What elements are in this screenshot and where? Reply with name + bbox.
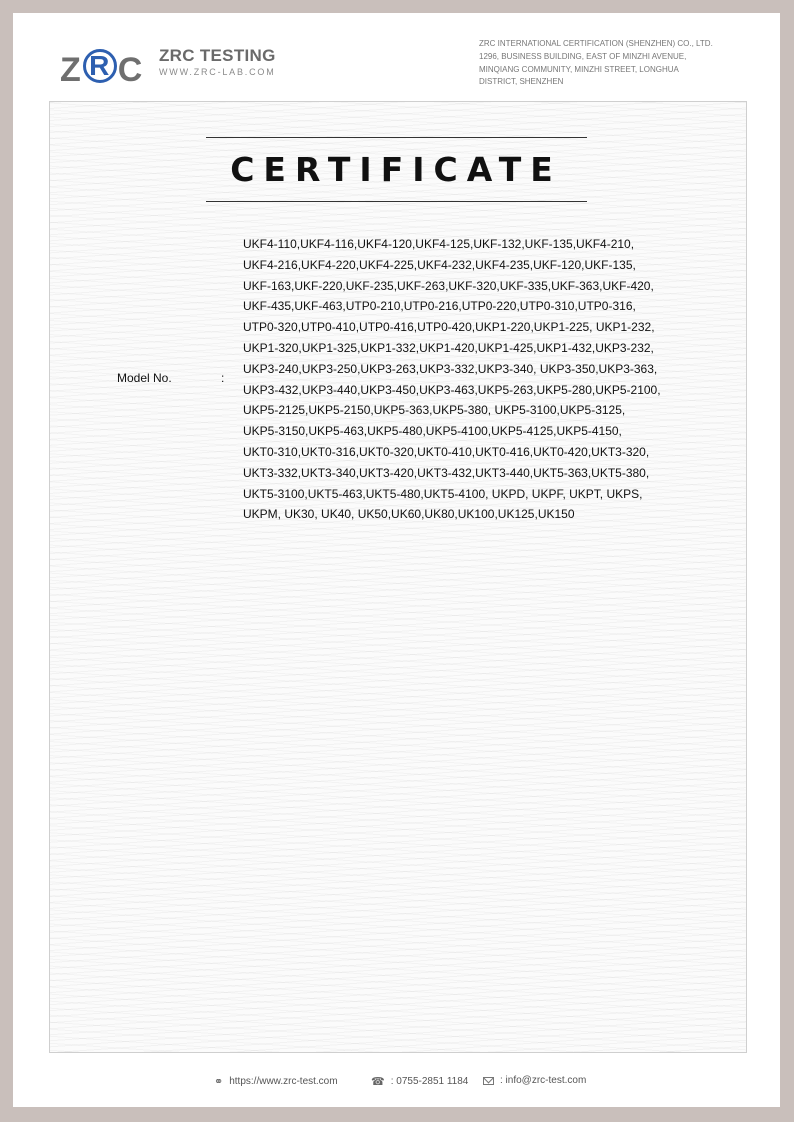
website-link[interactable]: https://www.zrc-test.com [229,1076,338,1087]
certificate-panel [49,101,747,1053]
certificate-page [13,13,780,1107]
model-number-colon: : [221,371,225,385]
footer-contacts [13,1075,780,1091]
email-link[interactable]: : info@zrc-test.com [500,1075,587,1086]
model-line: UKF-163,UKF-220,UKF-235,UKF-263,UKF-320,UKF-335,UKF-363,UKF-420, [243,278,654,293]
model-line: UKF4-216,UKF4-220,UKF4-225,UKF4-232,UKF4-235,UKF-120,UKF-135, [243,257,636,272]
model-line: UKT0-310,UKT0-316,UKT0-320,UKT0-410,UKT0-416,UKT0-420,UKT3-320, [243,444,650,459]
model-number-list [243,234,683,525]
logo-mark-c: C [117,51,144,89]
model-line: UKP3-432,UKP3-440,UKP3-450,UKP3-463,UKP5-263,UKP5-280,UKP5-2100, [243,382,661,397]
phone-number: : 0755-2851 1184 [390,1076,469,1087]
logo-name: ZRC TESTING [159,46,276,65]
footer-phone [371,1075,468,1088]
model-line: UKF4-110,UKF4-116,UKF4-120,UKF4-125,UKF-132,UKF-135,UKF4-210, [243,237,635,251]
logo-mark-z: Z [60,51,82,89]
model-line: UKP1-320,UKP1-325,UKP1-332,UKP1-420,UKP1-425,UKP1-432,UKP3-232, [243,340,654,355]
model-line: UKP3-240,UKP3-250,UKP3-263,UKP3-332,UKP3-340, UKP3-350,UKP3-363, [243,361,658,376]
model-line: UKP5-3150,UKP5-463,UKP5-480,UKP5-4100,UKP5-4125,UKP5-4150, [243,424,622,439]
company-line: MINQIANG COMMUNITY, MINZHI STREET, LONGHUA [479,64,679,74]
logo-mark [60,51,143,90]
company-line: DISTRICT, SHENZHEN [479,77,564,87]
model-line: UTP0-320,UTP0-410,UTP0-416,UTP0-420,UKP1-220,UKP1-225, UKP1-232, [243,320,655,335]
model-line: UKPM, UK30, UK40, UK50,UK60,UK80,UK100,UK125,UK150 [243,507,575,522]
footer-email[interactable] [483,1075,586,1086]
model-number-label: Model No. [117,371,172,385]
globe-icon: ⚭ [214,1076,224,1088]
company-line: 1296, BUSINESS BUILDING, EAST OF MINZHI AVENUE, [479,51,687,61]
title-rule-top [206,137,587,138]
model-line: UKT3-332,UKT3-340,UKT3-420,UKT3-432,UKT3-440,UKT5-363,UKT5-380, [243,465,650,480]
logo-url: WWW.ZRC-LAB.COM [159,67,276,77]
mail-icon [483,1077,494,1085]
certificate-title: CERTIFICATE [230,150,562,189]
title-rule-bottom [206,201,587,202]
model-line: UKT5-3100,UKT5-463,UKT5-480,UKT5-4100, UKPD, UKPF, UKPT, UKPS, [243,486,643,501]
company-address [479,38,744,89]
model-line: UKF-435,UKF-463,UTP0-210,UTP0-216,UTP0-220,UTP0-310,UTP0-316, [243,299,636,314]
phone-icon: ☎ [371,1076,385,1088]
logo-mark-r: R [83,49,117,83]
footer-website[interactable] [214,1075,338,1088]
model-line: UKP5-2125,UKP5-2150,UKP5-363,UKP5-380, UKP5-3100,UKP5-3125, [243,403,626,418]
company-line: ZRC INTERNATIONAL CERTIFICATION (SHENZHEN) CO., LTD. [479,39,713,48]
